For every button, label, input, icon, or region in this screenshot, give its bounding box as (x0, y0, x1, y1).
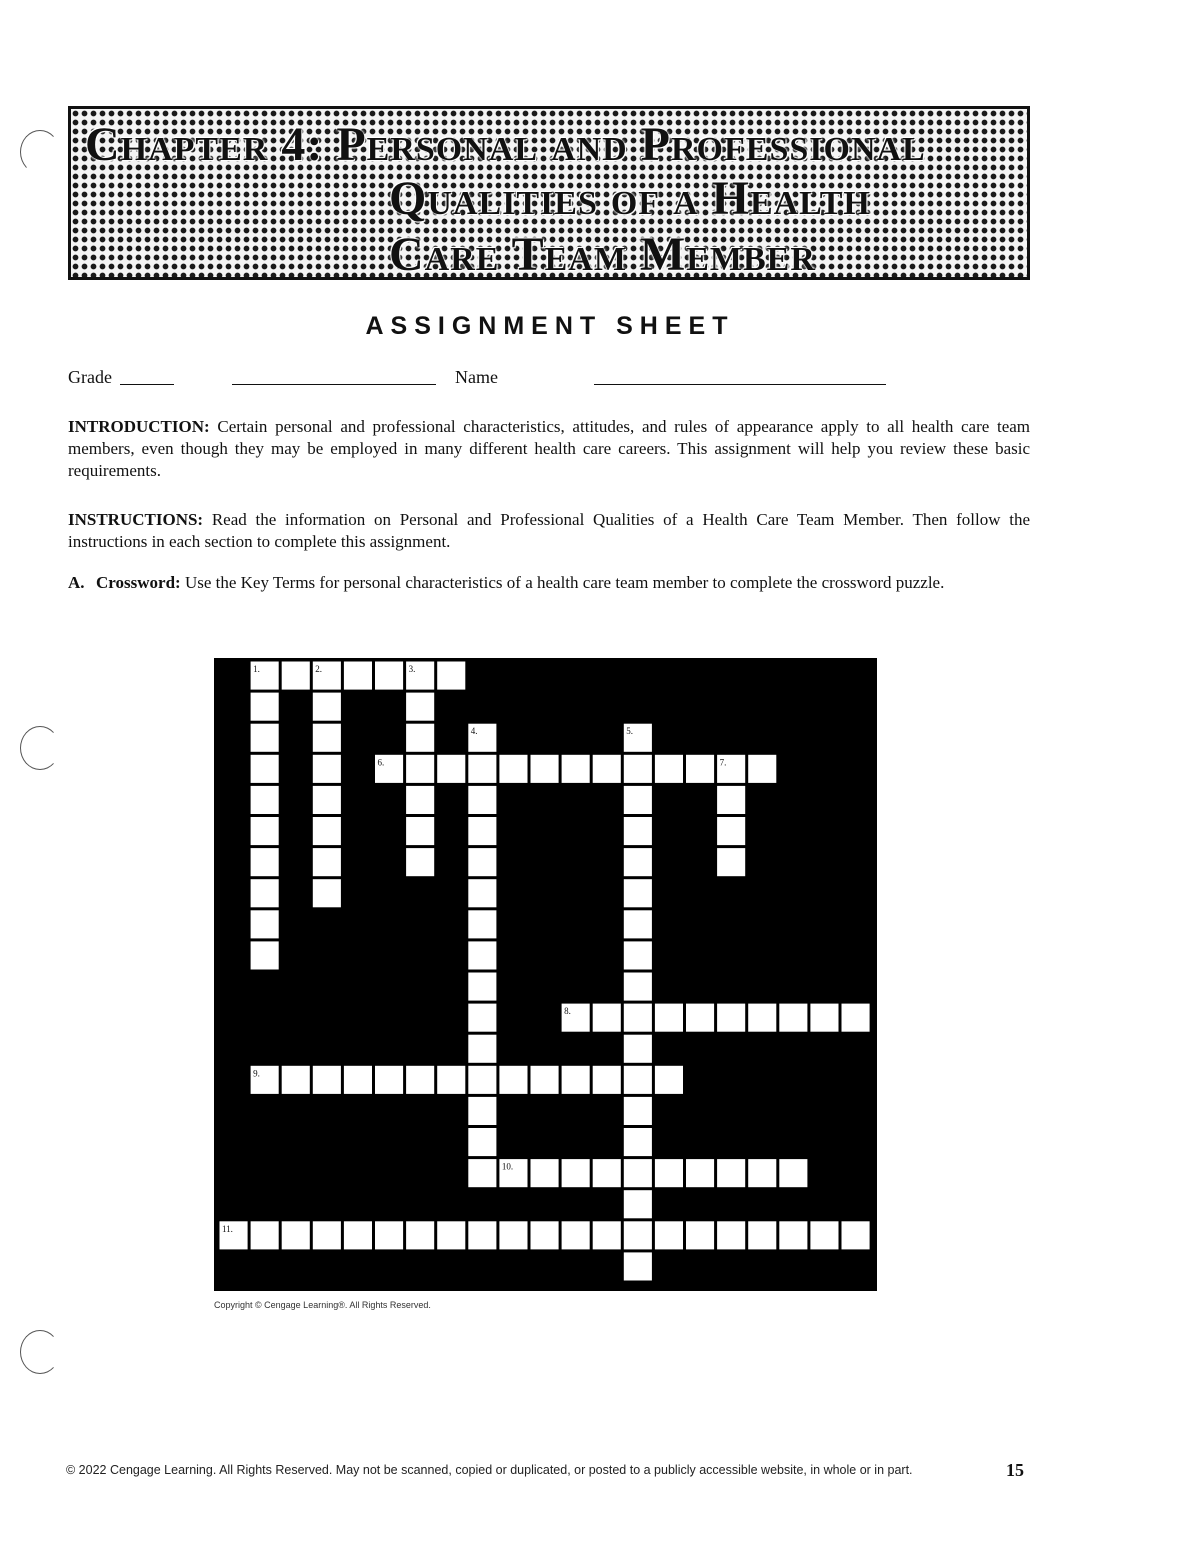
crossword-cell[interactable] (313, 786, 341, 814)
crossword-cell[interactable] (375, 1066, 403, 1094)
crossword-cell[interactable] (562, 1221, 590, 1249)
crossword-cell[interactable] (624, 1221, 652, 1249)
crossword-cell[interactable] (437, 1066, 465, 1094)
name-label: Name (455, 367, 498, 387)
crossword-cell[interactable] (406, 755, 434, 783)
crossword-clue-number: 3. (408, 664, 416, 674)
instructions-paragraph (68, 509, 1030, 553)
crossword-cell[interactable] (406, 848, 434, 876)
binder-hole-middle (20, 726, 60, 770)
crossword-cell[interactable] (406, 1221, 434, 1249)
section-text: Use the Key Terms for personal characteristics of a health care team member to complete the crossword puzzle. (184, 573, 945, 592)
crossword-cell[interactable] (468, 879, 496, 907)
crossword-cell[interactable] (251, 786, 279, 814)
crossword-clue-number: 8. (564, 1006, 571, 1017)
crossword-cell[interactable] (593, 1004, 621, 1032)
crossword-cell[interactable] (624, 1097, 652, 1125)
crossword-cell[interactable] (562, 1159, 590, 1187)
crossword-cell[interactable] (344, 1066, 372, 1094)
crossword-cell[interactable] (593, 1221, 621, 1249)
introduction-label: INTRODUCTION: (68, 417, 210, 436)
crossword-cell[interactable] (313, 1066, 341, 1094)
crossword-cell[interactable] (624, 1004, 652, 1032)
crossword-cell[interactable] (531, 755, 559, 783)
crossword-cell[interactable] (251, 848, 279, 876)
instructions-label: INSTRUCTIONS: (68, 510, 204, 529)
crossword-cell[interactable] (624, 879, 652, 907)
chapter-title-line-1: Chapter 4: Personal and Professional (85, 118, 926, 171)
crossword-cell[interactable] (748, 1159, 776, 1187)
name-field[interactable] (594, 384, 886, 385)
grade-label: Grade (68, 367, 112, 387)
crossword-clue-number: 10. (501, 1161, 514, 1172)
crossword-cell[interactable] (313, 1221, 341, 1249)
crossword-cell[interactable] (468, 941, 496, 969)
crossword-cell[interactable] (251, 1221, 279, 1249)
crossword-cell[interactable] (406, 693, 434, 721)
crossword-clue-number: 4. (470, 726, 478, 737)
crossword-cell[interactable] (717, 1004, 745, 1032)
footer-copyright: © 2022 Cengage Learning. All Rights Reserved. May not be scanned, copied or duplicated, or posted to a publicly accessible website, in whole or in part. (66, 1463, 913, 1477)
crossword-cell[interactable] (624, 848, 652, 876)
crossword-cell[interactable] (313, 755, 341, 783)
crossword-puzzle (214, 658, 877, 1291)
crossword-cell[interactable] (468, 1035, 496, 1063)
chapter-title-line-3: Care Team Member (389, 228, 816, 281)
crossword-clue-number: 1. (253, 664, 260, 674)
crossword-clue-number: 9. (253, 1068, 260, 1079)
introduction-paragraph (68, 416, 1030, 482)
crossword-cell[interactable] (686, 1221, 714, 1249)
crossword-cell[interactable] (468, 848, 496, 876)
crossword-clue-number: 7. (719, 757, 727, 768)
crossword-cell[interactable] (624, 973, 652, 1001)
figure-copyright: Copyright © Cengage Learning®. All Rights Reserved. (214, 1300, 431, 1310)
crossword-cell[interactable] (748, 755, 776, 783)
crossword-cell[interactable] (437, 662, 465, 690)
crossword-cell[interactable] (468, 817, 496, 845)
introduction-text: Certain personal and professional characteristics, attitudes, and rules of appearance apply to all health care team members, even though they may be employed in many different health care careers. This assignment will help you review these basic requirements. (68, 417, 1031, 480)
crossword-cell[interactable] (375, 662, 403, 690)
crossword-cell[interactable] (779, 1159, 807, 1187)
section-a-crossword (68, 572, 1030, 594)
crossword-cell[interactable] (468, 1097, 496, 1125)
crossword-cell[interactable] (593, 1066, 621, 1094)
page-number: 15 (1006, 1460, 1024, 1480)
crossword-cell[interactable] (375, 1221, 403, 1249)
crossword-cell[interactable] (344, 662, 372, 690)
crossword-cell[interactable] (624, 1035, 652, 1063)
crossword-cell[interactable] (251, 817, 279, 845)
crossword-cell[interactable] (717, 1221, 745, 1249)
crossword-cell[interactable] (282, 1221, 310, 1249)
crossword-cell[interactable] (437, 755, 465, 783)
crossword-cell[interactable] (655, 1066, 683, 1094)
crossword-cell[interactable] (531, 1221, 559, 1249)
crossword-cell[interactable] (842, 1004, 870, 1032)
crossword-cell[interactable] (313, 817, 341, 845)
crossword-cell[interactable] (468, 973, 496, 1001)
crossword-cell[interactable] (437, 1221, 465, 1249)
crossword-grid (214, 658, 877, 1291)
crossword-cell[interactable] (468, 1159, 496, 1187)
crossword-cell[interactable] (624, 817, 652, 845)
crossword-cell[interactable] (406, 1066, 434, 1094)
crossword-cell[interactable] (842, 1221, 870, 1249)
crossword-cell[interactable] (313, 879, 341, 907)
crossword-cell[interactable] (251, 693, 279, 721)
crossword-cell[interactable] (655, 755, 683, 783)
crossword-cell[interactable] (779, 1221, 807, 1249)
crossword-cell[interactable] (748, 1221, 776, 1249)
crossword-cell[interactable] (686, 755, 714, 783)
section-letter: A. (68, 573, 85, 592)
crossword-cell[interactable] (624, 1066, 652, 1094)
crossword-cell[interactable] (624, 910, 652, 938)
crossword-cell[interactable] (282, 1066, 310, 1094)
section-label: Crossword: (96, 573, 181, 592)
chapter-banner (68, 106, 1030, 280)
crossword-cell[interactable] (468, 1066, 496, 1094)
crossword-cell[interactable] (531, 1066, 559, 1094)
crossword-cell[interactable] (686, 1004, 714, 1032)
crossword-clue-number: 6. (377, 757, 385, 768)
binder-hole-bottom (20, 1330, 60, 1374)
crossword-cell[interactable] (406, 724, 434, 752)
crossword-cell[interactable] (748, 1004, 776, 1032)
crossword-cell[interactable] (624, 1128, 652, 1156)
crossword-cell[interactable] (624, 755, 652, 783)
crossword-cell[interactable] (624, 786, 652, 814)
grade-field[interactable] (120, 384, 174, 385)
crossword-cell[interactable] (717, 848, 745, 876)
crossword-cell[interactable] (717, 1159, 745, 1187)
crossword-cell[interactable] (810, 1004, 838, 1032)
crossword-cell[interactable] (810, 1221, 838, 1249)
crossword-cell[interactable] (251, 910, 279, 938)
crossword-clue-number: 11. (222, 1223, 233, 1234)
crossword-cell[interactable] (624, 1190, 652, 1218)
crossword-cell[interactable] (562, 1066, 590, 1094)
crossword-clue-number: 2. (315, 664, 323, 674)
crossword-cell[interactable] (251, 724, 279, 752)
crossword-cell[interactable] (468, 1004, 496, 1032)
crossword-cell[interactable] (499, 1221, 527, 1249)
crossword-cell[interactable] (251, 879, 279, 907)
crossword-cell[interactable] (624, 1252, 652, 1280)
crossword-cell[interactable] (251, 941, 279, 969)
crossword-cell[interactable] (468, 1221, 496, 1249)
assignment-sheet-title: ASSIGNMENT SHEET (365, 312, 735, 340)
crossword-cell[interactable] (313, 848, 341, 876)
crossword-clue-number: 5. (626, 726, 634, 737)
crossword-cell[interactable] (468, 755, 496, 783)
crossword-cell[interactable] (624, 941, 652, 969)
crossword-cell[interactable] (686, 1159, 714, 1187)
crossword-cell[interactable] (624, 1159, 652, 1187)
crossword-cell[interactable] (344, 1221, 372, 1249)
crossword-cell[interactable] (655, 1004, 683, 1032)
crossword-cell[interactable] (779, 1004, 807, 1032)
crossword-cell[interactable] (313, 724, 341, 752)
crossword-cell[interactable] (499, 1066, 527, 1094)
crossword-cell[interactable] (655, 1159, 683, 1187)
crossword-cell[interactable] (251, 755, 279, 783)
crossword-cell[interactable] (717, 786, 745, 814)
crossword-cell[interactable] (531, 1159, 559, 1187)
crossword-cell[interactable] (499, 755, 527, 783)
crossword-cell[interactable] (593, 1159, 621, 1187)
crossword-cell[interactable] (593, 755, 621, 783)
instructions-text: Read the information on Personal and Professional Qualities of a Health Care Team Member. Then follow the instructions in each section to complete this assignment. (68, 510, 1030, 551)
crossword-cell[interactable] (406, 817, 434, 845)
crossword-cell[interactable] (717, 817, 745, 845)
crossword-cell[interactable] (313, 693, 341, 721)
crossword-cell[interactable] (406, 786, 434, 814)
grade-field-extension[interactable] (232, 384, 436, 385)
crossword-cell[interactable] (562, 755, 590, 783)
binder-hole-top (20, 130, 60, 174)
crossword-cell[interactable] (468, 786, 496, 814)
crossword-cell[interactable] (655, 1221, 683, 1249)
crossword-cell[interactable] (282, 662, 310, 690)
chapter-title-line-2: Qualities of a Health (389, 172, 871, 225)
crossword-cell[interactable] (468, 910, 496, 938)
crossword-cell[interactable] (468, 1128, 496, 1156)
